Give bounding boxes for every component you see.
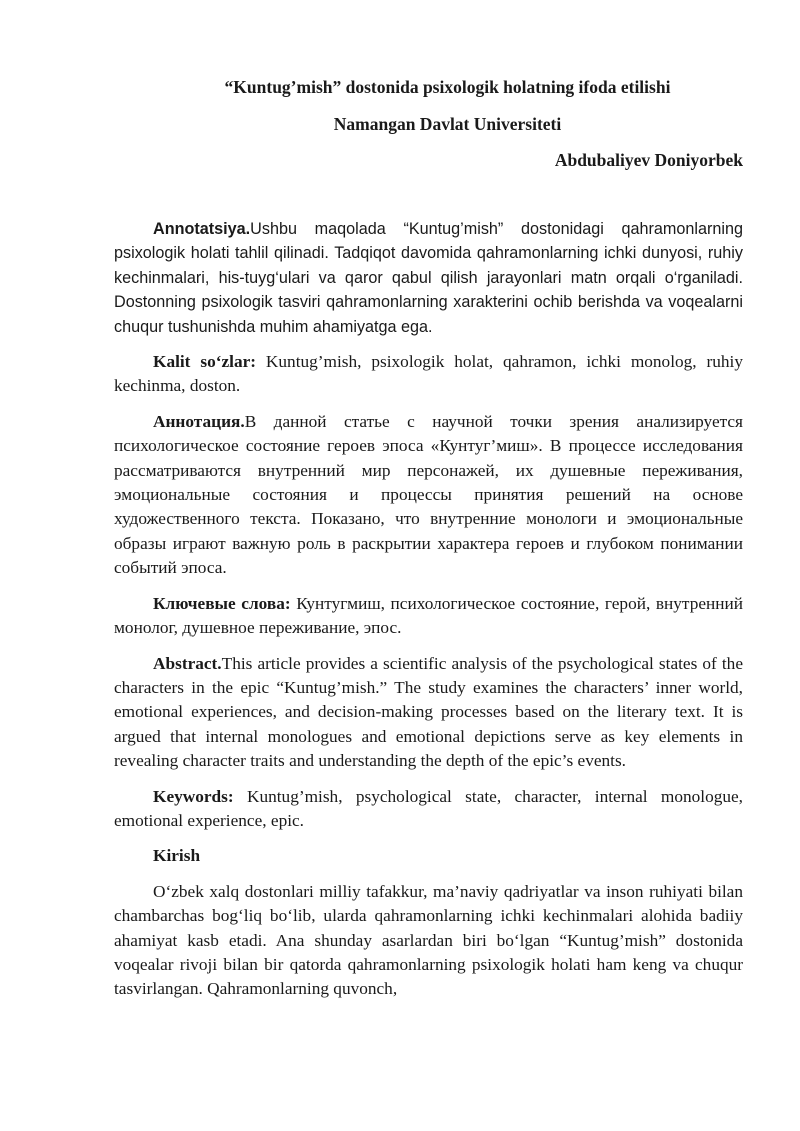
annotation-uz-label: Annotatsiya. <box>153 220 251 238</box>
paper-body <box>114 217 743 1002</box>
keywords-ru-text: Кунтугмиш, психологическое состояние, герой, внутренний монолог, душевное переживание, эпос. <box>114 593 743 638</box>
annotation-uz <box>114 217 743 339</box>
annotation-ru <box>114 410 743 581</box>
abstract-en <box>114 652 743 774</box>
keywords-en-label: Keywords: <box>153 786 234 806</box>
author-name: Abdubaliyev Doniyorbek <box>554 150 743 170</box>
abstract-en-text: This article provides a scientific analysis of the psychological states of the characters in the epic “Kuntug’mish.” The study examines the characters’ inner world, emotional experiences, and decision-making processes based on the literary text. It is argued that internal monologues and emotional depictions serve as key elements in revealing character traits and understanding the depth of the epic’s events. <box>114 653 743 771</box>
annotation-ru-label: Аннотация. <box>153 411 245 431</box>
keywords-ru-label: Ключевые слова: <box>153 593 291 613</box>
keywords-uz-text: Kuntug’mish, psixologik holat, qahramon, ichki monolog, ruhiy kechinma, doston. <box>114 352 743 396</box>
keywords-uz <box>114 350 743 399</box>
intro-paragraph: O‘zbek xalq dostonlari milliy tafakkur, ma’naviy qadriyatlar va inson ruhiyati bilan chambarchas bog‘liq bo‘lib, ularda qahramonlarning ichki kechinmalari alohida badiiy ahamiyat kasb etadi. Ana shunday asarlardan biri bo‘lgan “Kuntug’mish” dostonida voqealar rivoji bilan bir qatorda qahramonlarning psixologik holati ham keng va chuqur tasvirlangan. Qahramonlarning quvonch, <box>114 881 743 999</box>
annotation-ru-text: В данной статье с научной точки зрения анализируется психологическое состояние героев эпоса «Кунтуг’миш». В процессе исследования рассматриваются внутренний мир персонажей, их душевные переживания, эмоциональные состояния и процессы принятия решений на основе художественного текста. Показано, что внутренние монологи и эмоциональные образы играют важную роль в раскрытии характера героев и глубоком понимании событий эпоса. <box>114 411 743 578</box>
paper-title: “Kuntug’mish” dostonida psixologik holatning ifoda etilishi <box>224 77 671 97</box>
keywords-en <box>114 785 743 834</box>
abstract-en-label: Abstract. <box>153 653 222 673</box>
affiliation: Namangan Davlat Universiteti <box>333 114 562 134</box>
keywords-ru <box>114 592 743 641</box>
annotation-uz-text: Ushbu maqolada “Kuntug’mish” dostonidagi qahramonlarning psixologik holati tahlil qilinadi. Tadqiqot davomida qahramonlarning ichki dunyosi, ruhiy kechinmalari, his-tuyg‘ulari va qaror qabul qilish jarayonlari matn orqali o‘rganiladi. Dostonning psixologik tasviri qahramonlarning xarakterini ochib berishda va voqealarni chuqur tushunishda muhim ahamiyatga ega. <box>114 220 743 336</box>
keywords-en-text: Kuntug’mish, psychological state, character, internal monologue, emotional experience, epic. <box>114 786 743 830</box>
intro-heading: Kirish <box>153 846 201 866</box>
keywords-uz-label: Kalit so‘zlar: <box>153 352 257 372</box>
